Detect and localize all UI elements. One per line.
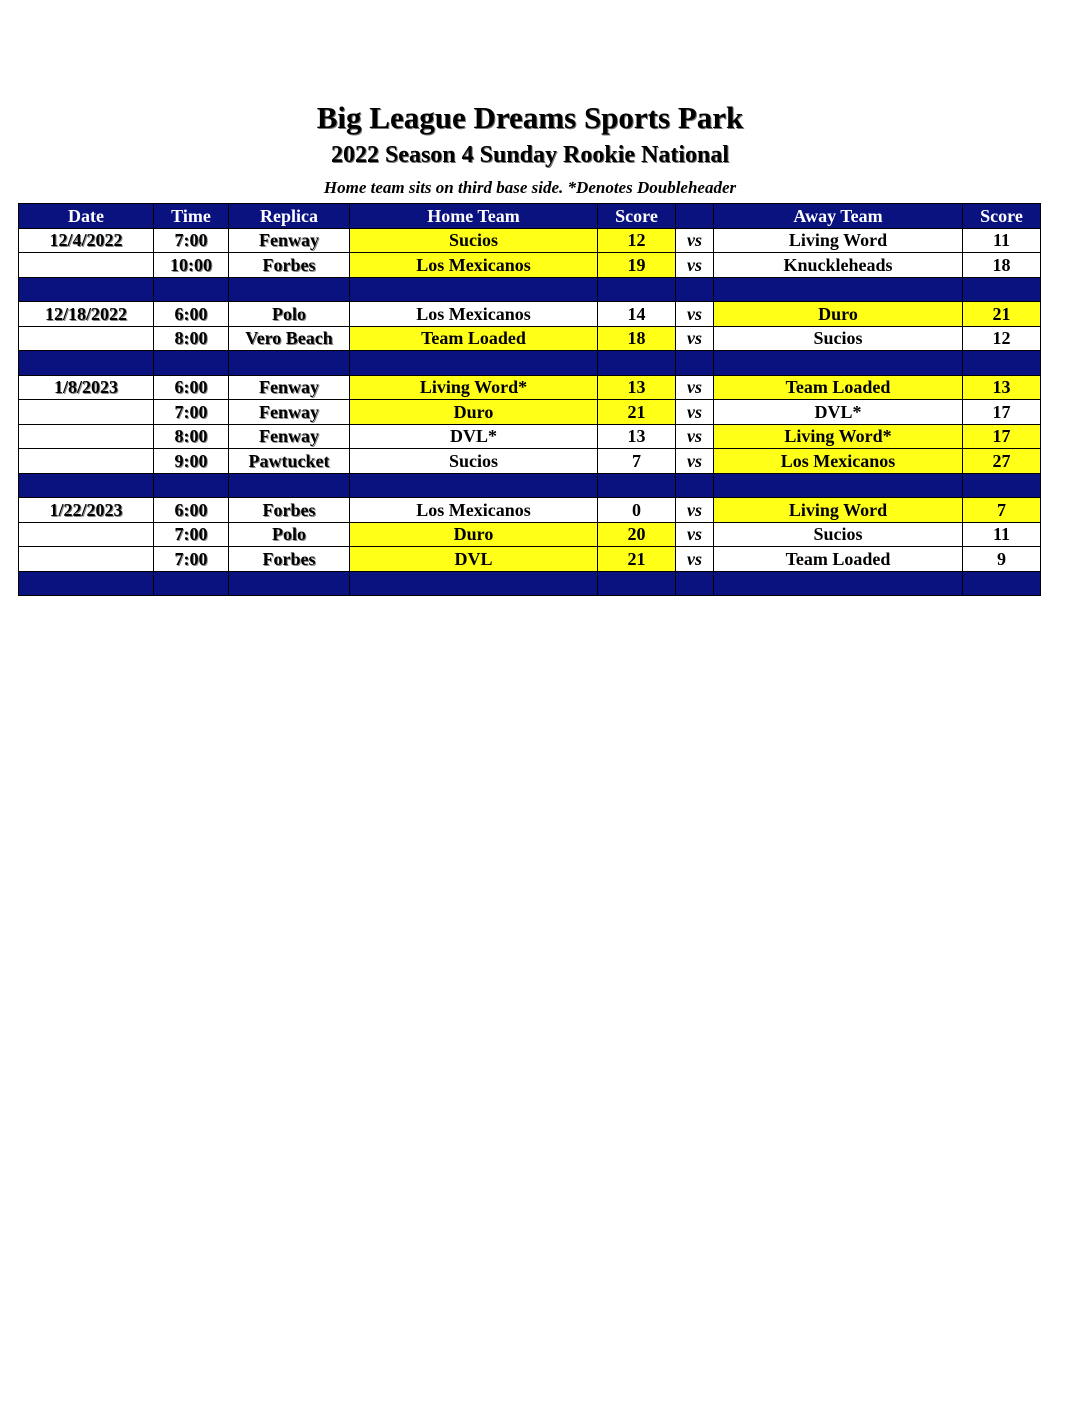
- cell-date: 1/8/2023: [19, 375, 154, 400]
- cell-home-score: 14: [598, 302, 676, 327]
- cell-home-team: Sucios: [350, 449, 598, 474]
- col-header-time: Time: [154, 204, 229, 229]
- cell-replica: Fenway: [229, 400, 350, 425]
- cell-away-team: Living Word: [714, 498, 963, 523]
- cell-time: 6:00: [154, 375, 229, 400]
- cell-away-team: DVL*: [714, 400, 963, 425]
- table-row: [19, 253, 1041, 278]
- cell-replica: Polo: [229, 522, 350, 547]
- cell-time: 6:00: [154, 302, 229, 327]
- separator-row: [19, 473, 1041, 498]
- cell-home-team: DVL: [350, 547, 598, 572]
- table-row: [19, 547, 1041, 572]
- cell-away-team: Living Word*: [714, 424, 963, 449]
- cell-vs: vs: [676, 424, 714, 449]
- cell-vs: vs: [676, 522, 714, 547]
- cell-date: 1/22/2023: [19, 498, 154, 523]
- schedule-note: Home team sits on third base side. *Denotes Doubleheader: [323, 178, 737, 197]
- cell-vs: vs: [676, 547, 714, 572]
- cell-replica: Pawtucket: [229, 449, 350, 474]
- cell-away-team: Team Loaded: [714, 547, 963, 572]
- table-row: [19, 302, 1041, 327]
- schedule-table: [18, 203, 1041, 596]
- cell-replica: Fenway: [229, 424, 350, 449]
- separator-row: [19, 571, 1041, 596]
- cell-replica: Forbes: [229, 498, 350, 523]
- cell-home-team: Living Word*: [350, 375, 598, 400]
- table-row: [19, 326, 1041, 351]
- cell-home-team: Los Mexicanos: [350, 302, 598, 327]
- cell-away-team: Sucios: [714, 522, 963, 547]
- table-row: [19, 400, 1041, 425]
- cell-home-team: Sucios: [350, 228, 598, 253]
- cell-vs: vs: [676, 375, 714, 400]
- col-header-home-score: Score: [598, 204, 676, 229]
- cell-home-team: Team Loaded: [350, 326, 598, 351]
- cell-home-score: 13: [598, 424, 676, 449]
- cell-vs: vs: [676, 302, 714, 327]
- cell-date: [19, 424, 154, 449]
- table-row: [19, 424, 1041, 449]
- cell-replica: Vero Beach: [229, 326, 350, 351]
- page-subtitle: 2022 Season 4 Sunday Rookie National: [330, 142, 730, 168]
- cell-time: 7:00: [154, 400, 229, 425]
- cell-home-team: DVL*: [350, 424, 598, 449]
- col-header-away-team: Away Team: [714, 204, 963, 229]
- cell-home-team: Los Mexicanos: [350, 253, 598, 278]
- cell-away-team: Knuckleheads: [714, 253, 963, 278]
- cell-away-score: 7: [963, 498, 1041, 523]
- cell-time: 7:00: [154, 228, 229, 253]
- page-title: Big League Dreams Sports Park: [316, 100, 744, 135]
- table-row: [19, 375, 1041, 400]
- cell-date: [19, 400, 154, 425]
- cell-away-score: 9: [963, 547, 1041, 572]
- cell-date: [19, 326, 154, 351]
- cell-away-score: 12: [963, 326, 1041, 351]
- separator-row: [19, 277, 1041, 302]
- cell-vs: vs: [676, 253, 714, 278]
- cell-away-team: Sucios: [714, 326, 963, 351]
- cell-home-team: Los Mexicanos: [350, 498, 598, 523]
- cell-away-team: Team Loaded: [714, 375, 963, 400]
- cell-vs: vs: [676, 449, 714, 474]
- cell-date: 12/18/2022: [19, 302, 154, 327]
- col-header-away-score: Score: [963, 204, 1041, 229]
- col-header-date: Date: [19, 204, 154, 229]
- cell-vs: vs: [676, 498, 714, 523]
- table-header-row: [19, 204, 1041, 229]
- cell-time: 10:00: [154, 253, 229, 278]
- cell-away-score: 27: [963, 449, 1041, 474]
- cell-away-team: Duro: [714, 302, 963, 327]
- col-header-home-team: Home Team: [350, 204, 598, 229]
- cell-vs: vs: [676, 228, 714, 253]
- cell-date: [19, 449, 154, 474]
- col-header-vs: [676, 204, 714, 229]
- cell-date: [19, 522, 154, 547]
- cell-home-score: 12: [598, 228, 676, 253]
- cell-time: 8:00: [154, 424, 229, 449]
- cell-time: 9:00: [154, 449, 229, 474]
- separator-row: [19, 351, 1041, 376]
- table-row: [19, 522, 1041, 547]
- cell-replica: Forbes: [229, 253, 350, 278]
- cell-vs: vs: [676, 326, 714, 351]
- cell-away-score: 17: [963, 424, 1041, 449]
- cell-home-score: 19: [598, 253, 676, 278]
- cell-home-score: 13: [598, 375, 676, 400]
- cell-time: 6:00: [154, 498, 229, 523]
- cell-away-score: 21: [963, 302, 1041, 327]
- table-row: [19, 449, 1041, 474]
- cell-away-team: Los Mexicanos: [714, 449, 963, 474]
- cell-replica: Fenway: [229, 228, 350, 253]
- cell-date: 12/4/2022: [19, 228, 154, 253]
- cell-vs: vs: [676, 400, 714, 425]
- cell-home-score: 0: [598, 498, 676, 523]
- cell-away-score: 17: [963, 400, 1041, 425]
- cell-replica: Forbes: [229, 547, 350, 572]
- cell-home-score: 18: [598, 326, 676, 351]
- cell-replica: Fenway: [229, 375, 350, 400]
- cell-away-score: 13: [963, 375, 1041, 400]
- cell-date: [19, 253, 154, 278]
- cell-home-score: 7: [598, 449, 676, 474]
- cell-home-team: Duro: [350, 522, 598, 547]
- cell-away-score: 11: [963, 522, 1041, 547]
- cell-home-score: 20: [598, 522, 676, 547]
- cell-time: 8:00: [154, 326, 229, 351]
- cell-away-team: Living Word: [714, 228, 963, 253]
- cell-time: 7:00: [154, 547, 229, 572]
- table-row: [19, 228, 1041, 253]
- cell-away-score: 18: [963, 253, 1041, 278]
- cell-home-team: Duro: [350, 400, 598, 425]
- cell-home-score: 21: [598, 400, 676, 425]
- cell-away-score: 11: [963, 228, 1041, 253]
- cell-time: 7:00: [154, 522, 229, 547]
- cell-date: [19, 547, 154, 572]
- cell-home-score: 21: [598, 547, 676, 572]
- col-header-replica: Replica: [229, 204, 350, 229]
- table-row: [19, 498, 1041, 523]
- cell-replica: Polo: [229, 302, 350, 327]
